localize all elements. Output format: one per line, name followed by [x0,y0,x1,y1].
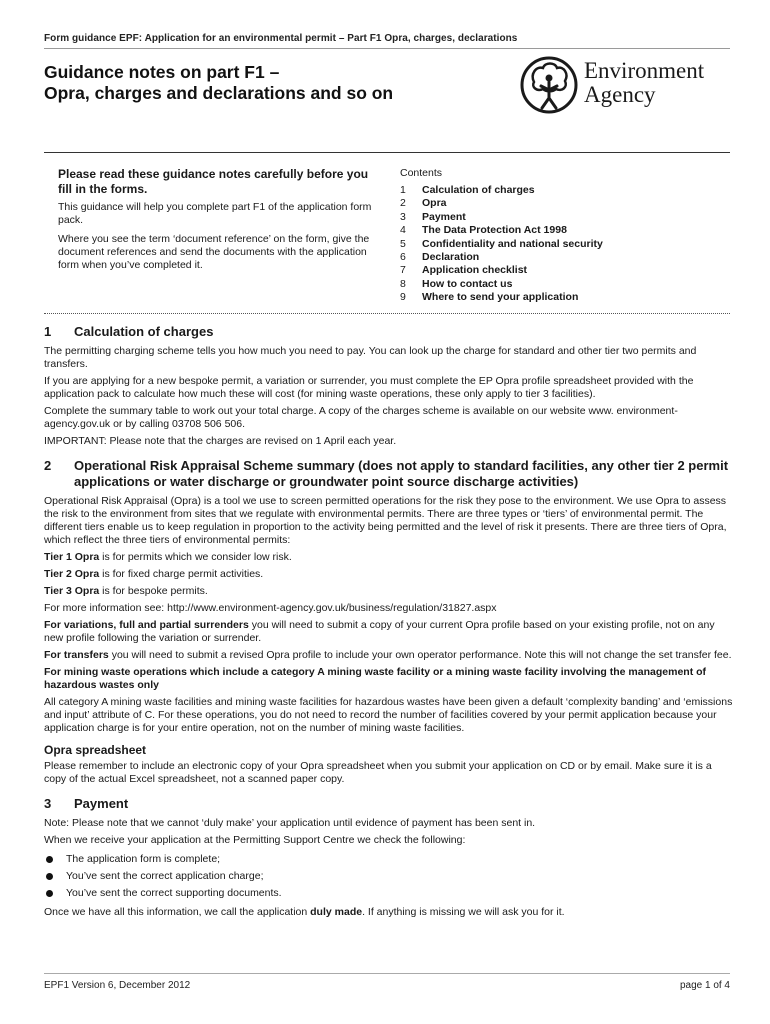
contents-item-number: 5 [400,237,406,250]
tier-label: Tier 2 Opra [44,568,100,580]
contents-item-label: Where to send your application [422,291,579,304]
contents-list [400,167,730,305]
contents-item[interactable] [400,224,730,237]
paragraph-text: . If anything is missing we will ask you for it. [362,906,565,918]
contents-item-label: Calculation of charges [422,184,535,196]
contents-item[interactable] [400,211,730,224]
contents-item-number: 3 [400,210,406,223]
contents-item-label: Confidentiality and national security [422,237,603,250]
page-title-line1: Guidance notes on part F1 – [44,62,280,82]
paragraph: Complete the summary table to work out your total charge. A copy of the charges scheme is available on our website www. environment-agency.gov.uk or by calling 03708 506 506. [44,405,678,430]
main-content [44,320,734,929]
intro-paragraph-2: Where you see the term ‘document reference’ on the form, give the document references and send the documents with the application form when you’ve completed it. [58,233,370,271]
page-title [44,62,393,104]
intro-lead: Please read these guidance notes carefully before you fill in the forms. [58,167,369,196]
bold-lead: For mining waste operations which include a category A mining waste facility or a mining waste facility involving the management of hazardous wastes only [44,666,707,691]
contents-item-number: 7 [400,264,406,277]
contents-item[interactable] [400,238,730,251]
section-heading [44,458,734,490]
logo-text-line2: Agency [584,82,656,107]
mining-heading [44,666,734,692]
environment-agency-logo [520,56,732,114]
contents-item-number: 4 [400,224,406,237]
paragraph: Operational Risk Appraisal (Opra) is a tool we use to screen permitted operations for the risk they pose to the environment. We use Opra to assess the risk to the environment from sites that we regulate with environmental permits. There are three types or ‘tiers’ of environmental permit. The different tiers enable us to keep regulation in proportion to the activity being permitted and the level of risk it presents. There are three tiers of Opra, which reflect the three tiers of environmental permits: [44,495,727,546]
section-title: Payment [74,796,129,811]
paragraph: If you are applying for a new bespoke permit, a variation or surrender, you must complete the EP Opra profile spreadsheet provided with the application pack to calculate how much these will cost (for mining waste operations, these only apply to tier 3 facilities). [44,375,694,400]
contents-item[interactable] [400,197,730,210]
tier-label: Tier 3 Opra [44,585,100,597]
section-2 [44,458,734,786]
page-number: page 1 of 4 [679,980,730,991]
tier-label: Tier 1 Opra [44,551,100,563]
contents-item[interactable] [400,251,730,264]
section-title: Operational Risk Appraisal Scheme summary (does not apply to standard facilities, any other tier 2 permit applications or water discharge or groundwater point source discharge activities) [74,458,729,489]
intro-paragraph-1: This guidance will help you complete part F1 of the application form pack. [58,201,372,226]
section-number: 3 [44,796,52,811]
bold-term: duly made [310,906,363,918]
paragraph: Note: Please note that we cannot ‘duly make’ your application until evidence of payment has been sent in. [44,817,536,829]
contents-item[interactable] [400,264,730,277]
section-3 [44,796,734,919]
page-title-line2: Opra, charges and declarations and so on [44,83,394,103]
contents-item-label: Application checklist [422,264,528,277]
section-title: Calculation of charges [74,324,214,339]
contents-item-number: 2 [400,197,406,210]
section-heading [44,324,734,340]
paragraph-text: you will need to submit a revised Opra profile to include your own operator performance. Note this will not change the set transfer fee. [108,649,732,661]
contents-item-label: Payment [422,210,466,223]
logo-text-line1: Environment [584,58,705,83]
contents-item-number: 8 [400,277,406,290]
intro-text [58,167,378,278]
tier-1-line [44,551,734,564]
more-info-link[interactable]: For more information see: http://www.environment-agency.gov.uk/business/regulation/31827.aspx [44,602,497,614]
subsection-title: Opra spreadsheet [44,743,147,757]
paragraph: All category A mining waste facilities and mining waste facilities for hazardous wastes have been given a default ‘complexity banding’ and ‘emissions and input’ attribute of C. For these operations, you do not need to record the number of facilities covered by your permit application because your application charge is for your entire operation, not on the number of mining waste facilities. [44,696,733,734]
contents-item[interactable] [400,291,730,304]
paragraph: Please remember to include an electronic copy of your Opra spreadsheet when you submit your application on CD or by email. Make sure it is a copy of the actual Excel spreadsheet, not a scanned paper copy. [44,760,712,785]
tier-text: is for permits which we consider low risk. [99,551,292,563]
bold-lead: For variations, full and partial surrenders [44,619,249,631]
list-item: The application form is complete; [44,851,734,868]
section-number: 1 [44,324,52,339]
contents-item-number: 6 [400,251,406,264]
tier-text: is for bespoke permits. [99,585,208,597]
contents-item-number: 9 [400,291,406,304]
contents-item-label: Declaration [422,251,480,264]
bold-lead: For transfers [44,649,109,661]
section-1 [44,324,734,448]
footer-rule [44,973,730,974]
paragraph-text: Once we have all this information, we call the application [44,906,311,918]
running-header: Form guidance EPF: Application for an environmental permit – Part F1 Opra, charges, declarations [44,33,518,44]
paragraph: The permitting charging scheme tells you how much you need to pay. You can look up the charge for standard and other tier two permits and transfers. [44,345,697,370]
section-number: 2 [44,458,52,473]
tier-3-line [44,585,734,598]
contents-item-number: 1 [400,184,406,196]
intro-box [44,152,730,314]
section-heading [44,796,734,812]
transfers-paragraph [44,649,734,662]
contents-heading: Contents [400,167,443,179]
paragraph: When we receive your application at the Permitting Support Centre we check the following: [44,834,466,846]
contents-item[interactable] [400,278,730,291]
tier-2-line [44,568,734,581]
paragraph-text: you will need to submit a copy of your current Opra profile based on your existing profile, not on any new profile following the variation or surrender. [44,619,715,644]
footer-version: EPF1 Version 6, December 2012 [44,980,191,991]
tier-text: is for fixed charge permit activities. [99,568,264,580]
variations-paragraph [44,619,734,645]
contents-item-label: Opra [422,197,447,210]
contents-item-label: The Data Protection Act 1998 [422,224,567,237]
contents-item[interactable] [400,184,730,197]
list-item: You’ve sent the correct application charge; [44,868,734,885]
logo-text [584,59,704,107]
list-item: You’ve sent the correct supporting documents. [44,885,734,902]
duly-made-paragraph [44,906,734,919]
checklist [44,851,734,902]
important-note: IMPORTANT: Please note that the charges are revised on 1 April each year. [44,435,397,447]
contents-item-label: How to contact us [422,277,513,290]
header-rule [44,48,730,49]
tree-person-icon [520,56,578,114]
